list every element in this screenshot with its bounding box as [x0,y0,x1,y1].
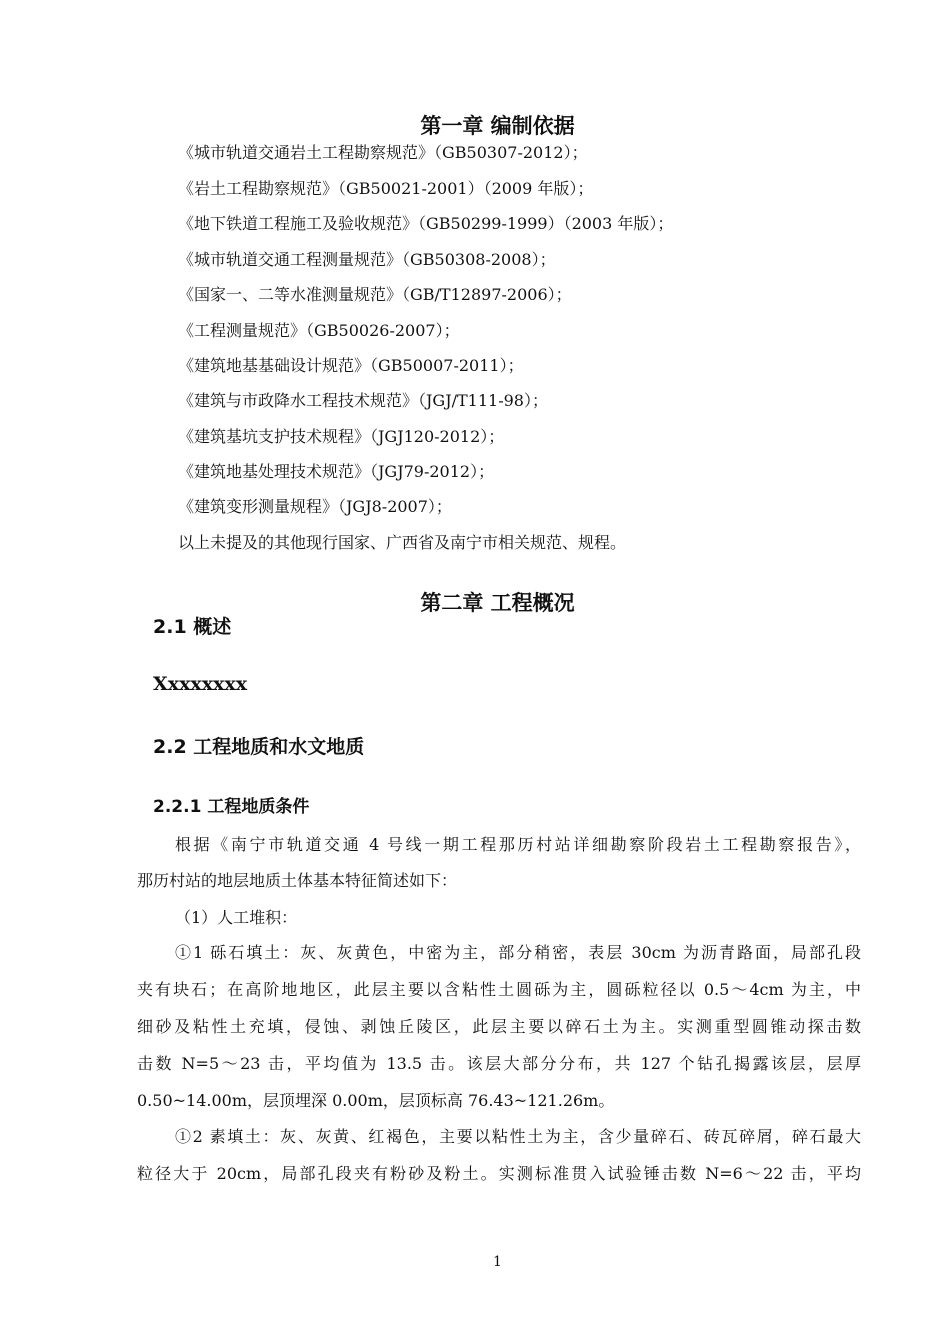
chapter-2-title: 第二章 工程概况 [420,590,575,615]
reference-item: 《建筑地基基础设计规范》（GB50007-2011）； [178,356,524,375]
paragraph-line: ①2 素填土：灰、灰黄、红褐色，主要以粘性土为主，含少量碎石、砖瓦碎屑，碎石最大 [175,1127,861,1146]
reference-item: 《地下铁道工程施工及验收规范》（GB50299-1999）（2003 年版）； [178,214,674,233]
section-2-1-text: Xxxxxxxx [153,673,248,695]
reference-item: 《城市轨道交通岩土工程勘察规范》（GB50307-2012）； [178,143,588,162]
reference-item: 《岩土工程勘察规范》（GB50021-2001）（2009 年版）； [178,179,594,198]
reference-item: 《建筑变形测量规程》（JGJ8-2007）； [178,497,452,516]
page-number: 1 [493,1254,502,1270]
section-2-2-heading: 2.2 工程地质和水文地质 [153,736,365,758]
reference-item: 《建筑地基处理技术规范》（JGJ79-2012）； [178,462,495,481]
paragraph-line: 粒径大于 20cm，局部孔段夹有粉砂及粉土。实测标准贯入试验锤击数 N=6～22 击，平均 [137,1164,861,1183]
paragraph-line: 那历村站的地层地质土体基本特征简述如下： [137,871,458,890]
section-2-2-1-heading: 2.2.1 工程地质条件 [153,797,310,817]
reference-item: 《建筑基坑支护技术规程》（JGJ120-2012）； [178,427,505,446]
reference-item: 《国家一、二等水准测量规范》（GB/T12897-2006）； [178,285,572,304]
reference-item: 《建筑与市政降水工程技术规范》（JGJ/T111-98）； [178,391,548,410]
reference-item: 《城市轨道交通工程测量规范》（GB50308-2008）； [178,250,556,269]
paragraph-line: ①1 砾石填土：灰、灰黄色，中密为主，部分稍密，表层 30cm 为沥青路面，局部孔段 [175,943,861,962]
paragraph-line: 0.50~14.00m，层顶埋深 0.00m，层顶标高 76.43~121.26m。 [137,1091,615,1110]
reference-note: 以上未提及的其他现行国家、广西省及南宁市相关规范、规程。 [178,533,627,552]
paragraph-line: （1）人工堆积： [175,908,298,927]
paragraph-line: 根据《南宁市轨道交通 4 号线一期工程那历村站详细勘察阶段岩土工程勘察报告》， [175,835,861,854]
section-2-1-heading: 2.1 概述 [153,616,232,638]
reference-item: 《工程测量规范》（GB50026-2007）； [178,321,460,340]
paragraph-line: 夹有块石；在高阶地地区，此层主要以含粘性土圆砾为主，圆砾粒径以 0.5～4cm 为主，中 [137,980,861,999]
paragraph-line: 细砂及粘性土充填，侵蚀、剥蚀丘陵区，此层主要以碎石土为主。实测重型圆锥动探击数 [137,1017,861,1036]
chapter-1-title: 第一章 编制依据 [420,113,575,138]
paragraph-line: 击数 N=5～23 击，平均值为 13.5 击。该层大部分分布，共 127 个钻孔揭露该层，层厚 [137,1054,861,1073]
